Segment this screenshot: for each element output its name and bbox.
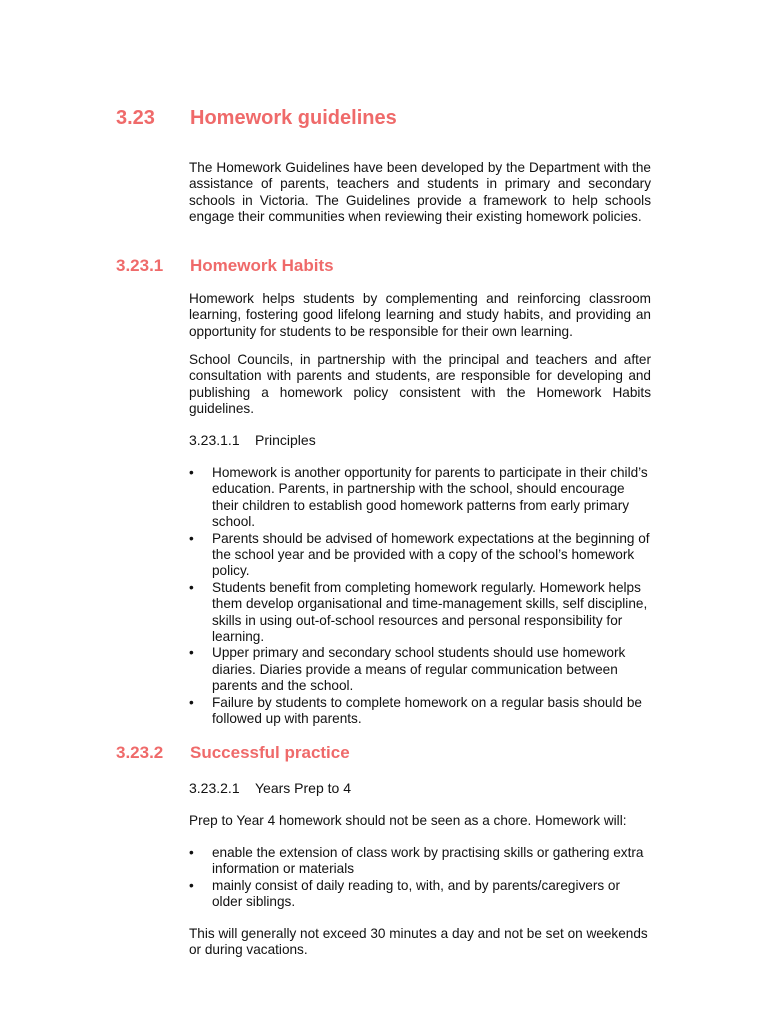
practice-heading (116, 743, 350, 763)
habits-paragraph-2: School Councils, in partnership with the principal and teachers and after consultation with parents and students, are responsible for developing and publishing a homework policy consistent with the Homework Habits guidelines. (189, 352, 651, 416)
intro-paragraph: The Homework Guidelines have been developed by the Department with the assistance of parents, teachers and students in primary and secondary schools in Victoria. The Guidelines provide a framework to help schools engage their communities when reviewing their existing homework policies. (189, 160, 651, 224)
practice-title: Successful practice (190, 743, 350, 762)
prep-closing-paragraph: This will generally not exceed 30 minutes a day and not be set on weekends or during vacations. (189, 926, 648, 958)
list-item: • Upper primary and secondary school students should use homework diaries. Diaries provide a means of regular communication between parents and the school. (189, 645, 626, 694)
bullet-icon: • (189, 530, 194, 546)
practice-number: 3.23.2 (116, 743, 164, 762)
prep-heading (189, 780, 351, 796)
prep-lead-paragraph: Prep to Year 4 homework should not be seen as a chore. Homework will: (189, 813, 627, 828)
section-heading (116, 107, 397, 130)
bullet-icon: • (189, 877, 194, 893)
habits-title: Homework Habits (190, 256, 334, 275)
prep-number: 3.23.2.1 (189, 780, 240, 796)
bullet-icon: • (189, 645, 194, 661)
bullet-icon: • (189, 579, 194, 595)
principles-heading (189, 432, 316, 448)
list-item: • Failure by students to complete homework on a regular basis should be followed up with parents. (189, 694, 642, 727)
list-item: • Students benefit from completing homework regularly. Homework helps them develop organisational and time-management skills, self discipline, skills in using out-of-school resources and personal responsibility for learning. (189, 579, 648, 645)
principles-list (189, 465, 651, 728)
section-number: 3.23 (116, 107, 155, 129)
list-item: • Homework is another opportunity for parents to participate in their child’s education. Parents, in partnership with the school, should encourage their children to establish good homework patterns from early primary school. (189, 465, 648, 530)
prep-list (189, 845, 651, 911)
principles-number: 3.23.1.1 (189, 432, 240, 448)
prep-title: Years Prep to 4 (255, 780, 351, 796)
list-item: • Parents should be advised of homework expectations at the beginning of the school year and be provided with a copy of the school’s homework policy. (189, 530, 650, 579)
habits-paragraph-1: Homework helps students by complementing and reinforcing classroom learning, fostering good lifelong learning and study habits, and providing an opportunity for students to be responsible for their own learning. (189, 291, 651, 339)
habits-heading (116, 256, 334, 276)
principles-title: Principles (255, 432, 316, 448)
bullet-icon: • (189, 694, 194, 710)
bullet-icon: • (189, 845, 194, 860)
list-item: • mainly consist of daily reading to, with, and by parents/caregivers or older siblings. (189, 877, 621, 910)
bullet-icon: • (189, 465, 194, 480)
section-title: Homework guidelines (190, 107, 397, 129)
habits-number: 3.23.1 (116, 256, 164, 275)
list-item: • enable the extension of class work by practising skills or gathering extra information or materials (189, 845, 644, 877)
